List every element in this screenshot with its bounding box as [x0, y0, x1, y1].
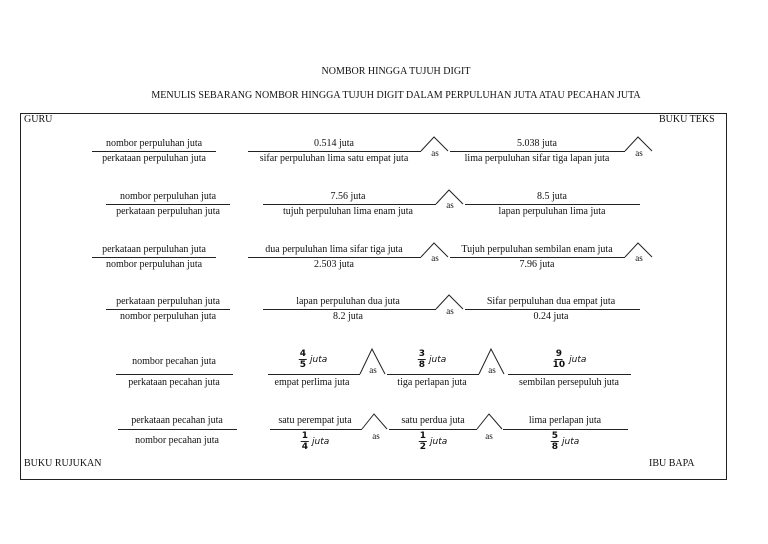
row-5-example-3-word: sembilan persepuluh juta — [519, 377, 619, 388]
row-6-example-3-unit: juta — [562, 436, 580, 447]
row-6-example-2-line — [389, 429, 477, 430]
row-5-head-bottom: perkataan pecahan juta — [128, 377, 220, 388]
row-6-example-1-denominator: 4 — [301, 442, 309, 452]
row-2-example-1-line — [263, 204, 436, 205]
row-2-head-line — [106, 204, 230, 205]
row-5-head-top: nombor pecahan juta — [132, 356, 216, 367]
row-5-example-3-denominator: 10 — [552, 360, 566, 370]
row-3-example-1-bottom: 2.503 juta — [314, 259, 354, 270]
row-5-example-2-denominator: 8 — [418, 360, 426, 370]
row-4-example-2-line — [465, 309, 640, 310]
row-4-head-top: perkataan perpuluhan juta — [116, 296, 220, 307]
row-4-example-1-top: lapan perpuluhan dua juta — [296, 296, 400, 307]
row-6-as-2-caret — [477, 414, 503, 430]
row-6-example-3-numerator: 5 — [551, 431, 559, 441]
corner-label-ibu-bapa: IBU BAPA — [649, 458, 695, 469]
row-1-example-1-bottom: sifar perpuluhan lima satu empat juta — [259, 153, 409, 164]
row-3-example-1-top: dua perpuluhan lima sifar tiga juta — [265, 244, 403, 255]
row-4-as-label: as — [446, 306, 454, 316]
row-1-head-line — [92, 151, 216, 152]
row-6-example-3-denominator: 8 — [551, 442, 559, 452]
row-1-example-2-top: 5.038 juta — [517, 138, 557, 149]
row-2-head-bottom: perkataan perpuluhan juta — [116, 206, 220, 217]
row-6-as-1-caret — [362, 414, 388, 430]
row-6-example-2-unit: juta — [430, 436, 448, 447]
corner-label-buku-teks: BUKU TEKS — [659, 114, 715, 125]
row-6-example-1-unit: juta — [312, 436, 330, 447]
row-5-example-1-numerator: 4 — [299, 349, 307, 359]
row-5-example-3-unit: juta — [569, 354, 587, 365]
row-2-example-1-bottom: tujuh perpuluhan lima enam juta — [283, 206, 413, 217]
row-5-example-2-word: tiga perlapan juta — [397, 377, 467, 388]
row-5-example-3-numerator: 9 — [555, 349, 562, 359]
row-1-example-1-line — [248, 151, 421, 152]
row-6-as-1-label: as — [372, 431, 380, 441]
row-2-head-top: nombor perpuluhan juta — [119, 191, 217, 202]
row-5-example-1-denominator: 5 — [299, 360, 307, 370]
row-1-example-2-bottom: lima perpuluhan sifar tiga lapan juta — [464, 153, 610, 164]
row-4-head-line — [106, 309, 230, 310]
row-6-example-2-denominator: 2 — [419, 442, 427, 452]
row-1-as-2-label: as — [635, 148, 643, 158]
row-3-example-1-line — [248, 257, 421, 258]
row-4-example-2-top: Sifar perpuluhan dua empat juta — [486, 296, 616, 307]
row-5-example-1-line — [268, 374, 360, 375]
row-5-as-2-label: as — [488, 365, 496, 375]
row-5-example-1-word: empat perlima juta — [274, 377, 350, 388]
row-2-as-label: as — [446, 200, 454, 210]
row-5-example-2-unit: juta — [429, 354, 447, 365]
row-3-as-1-label: as — [431, 253, 439, 263]
row-1-example-2-line — [450, 151, 625, 152]
row-6-example-3-fraction — [551, 431, 580, 452]
row-3-head-top: perkataan perpuluhan juta — [102, 244, 206, 255]
page-subtitle: MENULIS SEBARANG NOMBOR HINGGA TUJUH DIGIT DALAM PERPULUHAN JUTA ATAU PECAHAN JUTA — [151, 90, 641, 101]
row-5-as-1-label: as — [369, 365, 377, 375]
row-6-example-2-word: satu perdua juta — [401, 415, 465, 426]
row-4-example-1-bottom: 8.2 juta — [333, 311, 363, 322]
row-1-example-1-top: 0.514 juta — [314, 138, 354, 149]
row-6-example-1-fraction — [301, 431, 330, 452]
row-2-example-2-line — [465, 204, 640, 205]
row-4-example-1-line — [263, 309, 436, 310]
row-3-head-bottom: nombor perpuluhan juta — [105, 259, 203, 270]
row-6-example-2-numerator: 1 — [419, 431, 427, 441]
row-4-head-bottom: nombor perpuluhan juta — [119, 311, 217, 322]
row-5-example-2-numerator: 3 — [418, 349, 426, 359]
row-5-example-1-fraction — [299, 349, 328, 370]
row-6-head-top: perkataan pecahan juta — [131, 415, 223, 426]
row-5-example-3-line — [508, 374, 631, 375]
row-6-example-1-line — [270, 429, 362, 430]
corner-label-buku-rujukan: BUKU RUJUKAN — [24, 458, 102, 469]
row-6-example-1-word: satu perempat juta — [278, 415, 352, 426]
row-3-example-2-line — [450, 257, 625, 258]
row-6-example-3-word: lima perlapan juta — [528, 415, 602, 426]
row-6-head-line — [118, 429, 237, 430]
row-5-example-3-fraction — [552, 349, 587, 370]
row-5-head-line — [116, 374, 233, 375]
row-1-head-bottom: perkataan perpuluhan juta — [102, 153, 206, 164]
row-2-example-1-top: 7.56 juta — [330, 191, 366, 202]
corner-label-guru: GURU — [24, 114, 53, 125]
row-3-example-2-top: Tujuh perpuluhan sembilan enam juta — [461, 244, 613, 255]
row-2-example-2-bottom: lapan perpuluhan lima juta — [498, 206, 606, 217]
row-5-example-1-unit: juta — [310, 354, 328, 365]
row-5-example-2-fraction — [418, 349, 447, 370]
row-6-head-bottom: nombor pecahan juta — [135, 435, 219, 446]
page-title: NOMBOR HINGGA TUJUH DIGIT — [321, 66, 471, 77]
row-6-example-1-numerator: 1 — [301, 431, 309, 441]
row-1-as-1-label: as — [431, 148, 439, 158]
row-3-head-line — [92, 257, 216, 258]
row-6-example-3-line — [503, 429, 628, 430]
row-6-example-2-fraction — [419, 431, 448, 452]
row-2-example-2-top: 8.5 juta — [537, 191, 567, 202]
row-3-as-2-label: as — [635, 253, 643, 263]
row-5-example-2-line — [387, 374, 479, 375]
row-3-example-2-bottom: 7.96 juta — [519, 259, 555, 270]
row-1-head-top: nombor perpuluhan juta — [105, 138, 203, 149]
row-6-as-2-label: as — [485, 431, 493, 441]
row-4-example-2-bottom: 0.24 juta — [533, 311, 569, 322]
